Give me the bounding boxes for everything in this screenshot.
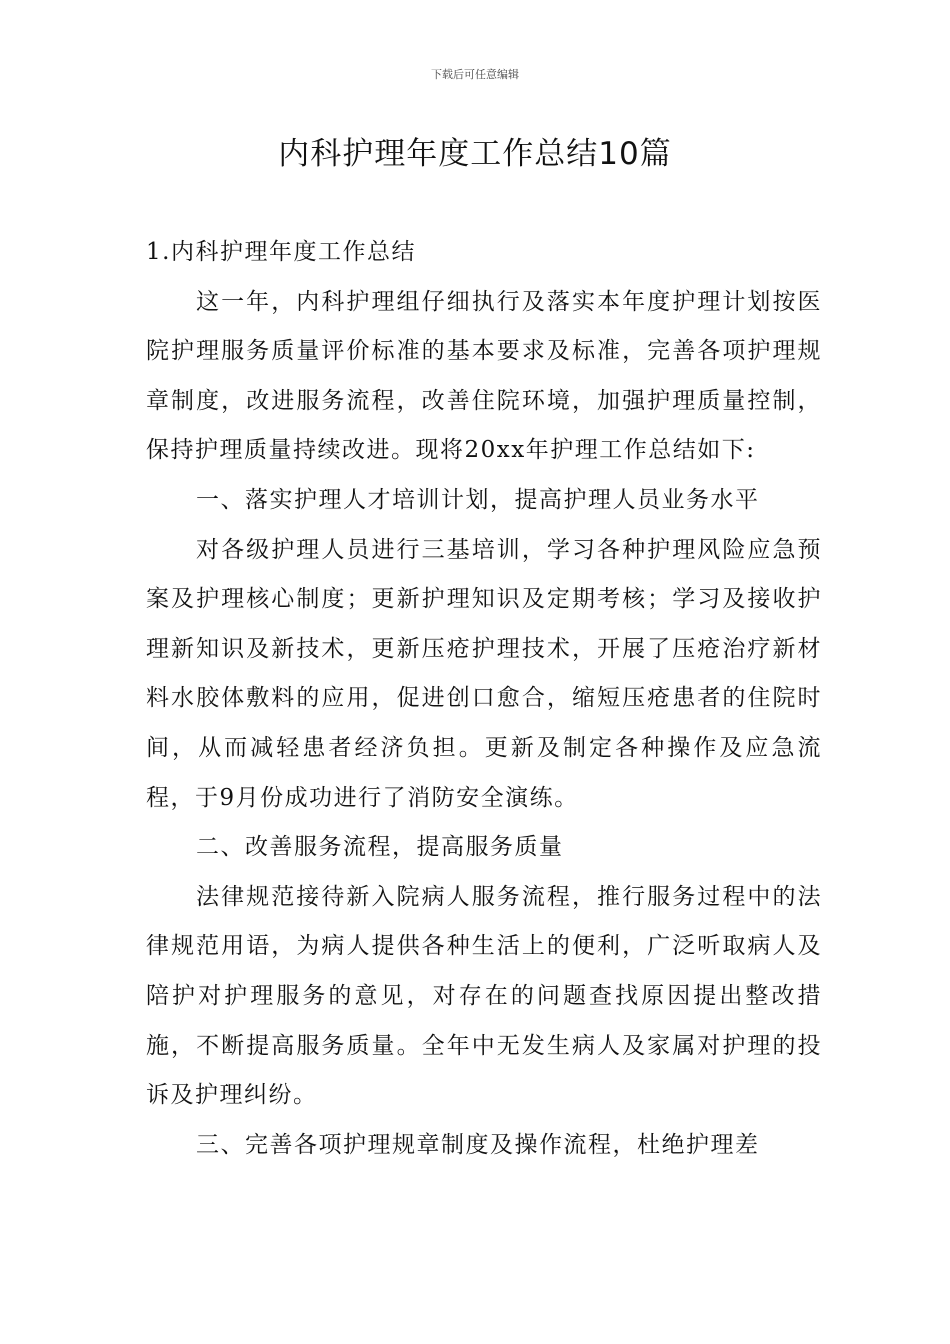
section-heading: 1.内科护理年度工作总结 bbox=[146, 239, 416, 265]
header-note: 下载后可任意编辑 bbox=[431, 68, 519, 81]
paragraph: 这一年，内科护理组仔细执行及落实本年度护理计划按医院护理服务质量评价标准的基本要求及标准，完善各项护理规章制度，改进服务流程，改善住院环境，加强护理质量控制，保持护理质量持续改进。现将20xx年护理工作总结如下: bbox=[146, 288, 822, 464]
paragraph: 法律规范接待新入院病人服务流程，推行服务过程中的法律规范用语，为病人提供各种生活上的便利，广泛听取病人及陪护对护理服务的意见，对存在的问题查找原因提出整改措施，不断提高服务质量。全年中无发生病人及家属对护理的投诉及护理纠纷。 bbox=[146, 883, 822, 1109]
paragraph: 对各级护理人员进行三基培训，学习各种护理风险应急预案及护理核心制度；更新护理知识及定期考核；学习及接收护理新知识及新技术，更新压疮护理技术，开展了压疮治疗新材料水胶体敷料的应用，促进创口愈合，缩短压疮患者的住院时间，从而减轻患者经济负担。更新及制定各种操作及应急流程，于9月份成功进行了消防安全演练。 bbox=[146, 536, 822, 811]
paragraph-heading: 一、落实护理人才培训计划，提高护理人员业务水平 bbox=[196, 486, 760, 513]
paragraph-heading: 三、完善各项护理规章制度及操作流程，杜绝护理差 bbox=[196, 1131, 760, 1158]
document-title: 内科护理年度工作总结10篇 bbox=[278, 136, 672, 172]
paragraph-heading: 二、改善服务流程，提高服务质量 bbox=[196, 834, 564, 861]
document-body bbox=[146, 228, 822, 1170]
